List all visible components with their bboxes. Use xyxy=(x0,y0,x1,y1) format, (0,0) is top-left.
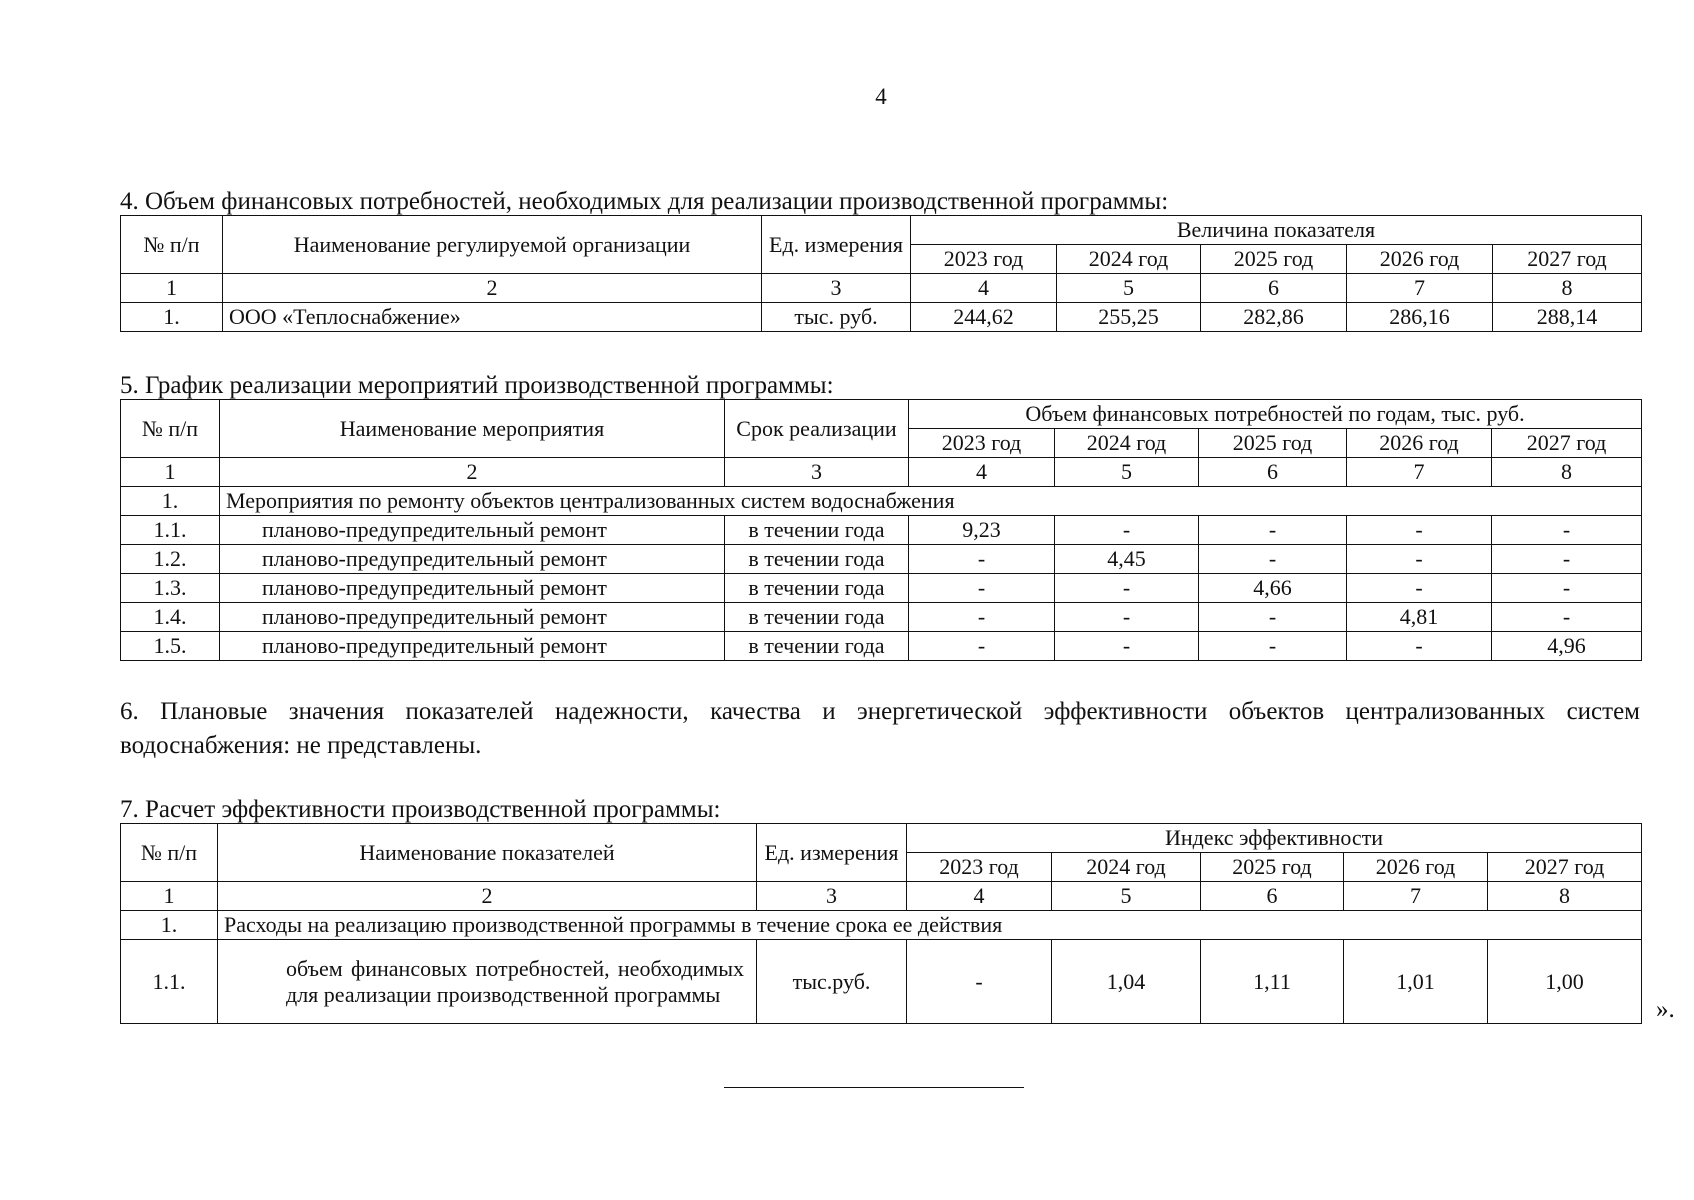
org-name: ООО «Теплоснабжение» xyxy=(223,303,762,332)
header-year: 2027 год xyxy=(1492,429,1642,458)
header-year: 2026 год xyxy=(1347,245,1493,274)
table-row xyxy=(121,632,1642,661)
section-7-title: 7. Расчет эффективности производственной программы: xyxy=(120,796,721,823)
financial-needs-table xyxy=(120,215,1642,332)
header-year: 2024 год xyxy=(1057,245,1201,274)
value-cell: 1,01 xyxy=(1344,940,1488,1024)
table-row xyxy=(121,545,1642,574)
header-year: 2027 год xyxy=(1493,245,1642,274)
col-number: 4 xyxy=(911,274,1057,303)
value-cell: - xyxy=(1055,603,1199,632)
table-row xyxy=(121,516,1642,545)
col-number: 8 xyxy=(1488,882,1642,911)
row-num: 1. xyxy=(121,303,223,332)
table-row xyxy=(121,940,1642,1024)
col-number: 8 xyxy=(1492,458,1642,487)
activity-name: планово-предупредительный ремонт xyxy=(220,545,725,574)
col-number: 7 xyxy=(1347,458,1492,487)
header-value-group: Величина показателя xyxy=(911,216,1642,245)
column-number-row xyxy=(121,274,1642,303)
unit: тыс.руб. xyxy=(757,940,907,1024)
col-number: 7 xyxy=(1347,274,1493,303)
header-unit: Ед. измерения xyxy=(762,216,911,274)
row-num: 1.4. xyxy=(121,603,220,632)
activity-name: планово-предупредительный ремонт xyxy=(220,516,725,545)
value-cell: - xyxy=(1492,545,1642,574)
col-number: 2 xyxy=(218,882,757,911)
value-cell: - xyxy=(1055,632,1199,661)
col-number: 5 xyxy=(1057,274,1201,303)
footer-rule xyxy=(724,1087,1024,1088)
row-num: 1.1. xyxy=(121,940,218,1024)
indicator-name: объем финансовых потребностей, необходимых для реализации производственной программы xyxy=(218,940,757,1024)
col-number: 6 xyxy=(1199,458,1347,487)
col-number: 5 xyxy=(1052,882,1201,911)
value-cell: 244,62 xyxy=(911,303,1057,332)
term: в течении года xyxy=(725,545,909,574)
value-cell: - xyxy=(1347,574,1492,603)
row-num: 1.5. xyxy=(121,632,220,661)
col-number: 3 xyxy=(725,458,909,487)
table-row xyxy=(121,603,1642,632)
header-year: 2025 год xyxy=(1201,245,1347,274)
header-activity-name: Наименование мероприятия xyxy=(220,400,725,458)
value-cell: 4,66 xyxy=(1199,574,1347,603)
efficiency-table xyxy=(120,823,1642,1024)
activity-name: планово-предупредительный ремонт xyxy=(220,632,725,661)
value-cell: 9,23 xyxy=(909,516,1055,545)
header-year: 2025 год xyxy=(1201,853,1344,882)
value-cell: 1,11 xyxy=(1201,940,1344,1024)
row-num: 1.3. xyxy=(121,574,220,603)
col-number: 6 xyxy=(1201,274,1347,303)
header-year: 2023 год xyxy=(911,245,1057,274)
unit: тыс. руб. xyxy=(762,303,911,332)
header-unit: Ед. измерения xyxy=(757,824,907,882)
table-row xyxy=(121,574,1642,603)
column-number-row xyxy=(121,458,1642,487)
value-cell: - xyxy=(909,545,1055,574)
section-4-title: 4. Объем финансовых потребностей, необходимых для реализации производственной программы: xyxy=(120,188,1169,215)
col-number: 1 xyxy=(121,458,220,487)
term: в течении года xyxy=(725,632,909,661)
header-org-name: Наименование регулируемой организации xyxy=(223,216,762,274)
header-year: 2027 год xyxy=(1488,853,1642,882)
value-cell: 4,96 xyxy=(1492,632,1642,661)
activity-name: планово-предупредительный ремонт xyxy=(220,603,725,632)
value-cell: 1,04 xyxy=(1052,940,1201,1024)
col-number: 4 xyxy=(907,882,1052,911)
value-cell: - xyxy=(1492,574,1642,603)
closing-quote: ». xyxy=(1656,996,1675,1023)
row-num: 1.1. xyxy=(121,516,220,545)
col-number: 6 xyxy=(1201,882,1344,911)
value-cell: 255,25 xyxy=(1057,303,1201,332)
schedule-table xyxy=(120,399,1642,661)
header-value-group: Объем финансовых потребностей по годам, тыс. руб. xyxy=(909,400,1642,429)
header-num: № п/п xyxy=(121,216,223,274)
value-cell: - xyxy=(907,940,1052,1024)
value-cell: - xyxy=(1199,603,1347,632)
value-cell: - xyxy=(1199,516,1347,545)
row-num: 1.2. xyxy=(121,545,220,574)
table-group-row xyxy=(121,487,1642,516)
page-number: 4 xyxy=(875,84,887,109)
value-cell: - xyxy=(1492,516,1642,545)
value-cell: 282,86 xyxy=(1201,303,1347,332)
header-year: 2023 год xyxy=(907,853,1052,882)
value-cell: - xyxy=(1347,516,1492,545)
col-number: 5 xyxy=(1055,458,1199,487)
col-number: 8 xyxy=(1493,274,1642,303)
header-year: 2023 год xyxy=(909,429,1055,458)
activity-name: планово-предупредительный ремонт xyxy=(220,574,725,603)
value-cell: - xyxy=(1347,632,1492,661)
col-number: 2 xyxy=(220,458,725,487)
col-number: 7 xyxy=(1344,882,1488,911)
group-name: Расходы на реализацию производственной программы в течение срока ее действия xyxy=(218,911,1642,940)
value-cell: - xyxy=(909,603,1055,632)
header-num: № п/п xyxy=(121,400,220,458)
col-number: 3 xyxy=(762,274,911,303)
header-year: 2025 год xyxy=(1199,429,1347,458)
header-year: 2024 год xyxy=(1055,429,1199,458)
term: в течении года xyxy=(725,574,909,603)
value-cell: - xyxy=(1199,545,1347,574)
section-5-title: 5. График реализации мероприятий производственной программы: xyxy=(120,372,834,399)
col-number: 3 xyxy=(757,882,907,911)
term: в течении года xyxy=(725,603,909,632)
value-cell: - xyxy=(909,574,1055,603)
value-cell: - xyxy=(1347,545,1492,574)
header-year: 2026 год xyxy=(1344,853,1488,882)
table-group-row xyxy=(121,911,1642,940)
header-term: Срок реализации xyxy=(725,400,909,458)
table-row xyxy=(121,303,1642,332)
row-num: 1. xyxy=(121,911,218,940)
col-number: 1 xyxy=(121,274,223,303)
row-num: 1. xyxy=(121,487,220,516)
col-number: 4 xyxy=(909,458,1055,487)
header-num: № п/п xyxy=(121,824,218,882)
value-cell: - xyxy=(909,632,1055,661)
header-value-group: Индекс эффективности xyxy=(907,824,1642,853)
value-cell: 4,45 xyxy=(1055,545,1199,574)
header-year: 2026 год xyxy=(1347,429,1492,458)
col-number: 1 xyxy=(121,882,218,911)
group-name: Мероприятия по ремонту объектов централизованных систем водоснабжения xyxy=(220,487,1642,516)
value-cell: 1,00 xyxy=(1488,940,1642,1024)
term: в течении года xyxy=(725,516,909,545)
value-cell: 286,16 xyxy=(1347,303,1493,332)
value-cell: - xyxy=(1055,574,1199,603)
header-year: 2024 год xyxy=(1052,853,1201,882)
value-cell: 4,81 xyxy=(1347,603,1492,632)
value-cell: 288,14 xyxy=(1493,303,1642,332)
col-number: 2 xyxy=(223,274,762,303)
value-cell: - xyxy=(1055,516,1199,545)
section-6-text: 6. Плановые значения показателей надежности, качества и энергетической эффективности объектов централизованных систем водоснабжения: не представлены. xyxy=(120,698,1640,759)
value-cell: - xyxy=(1199,632,1347,661)
header-indicator-name: Наименование показателей xyxy=(218,824,757,882)
column-number-row xyxy=(121,882,1642,911)
value-cell: - xyxy=(1492,603,1642,632)
